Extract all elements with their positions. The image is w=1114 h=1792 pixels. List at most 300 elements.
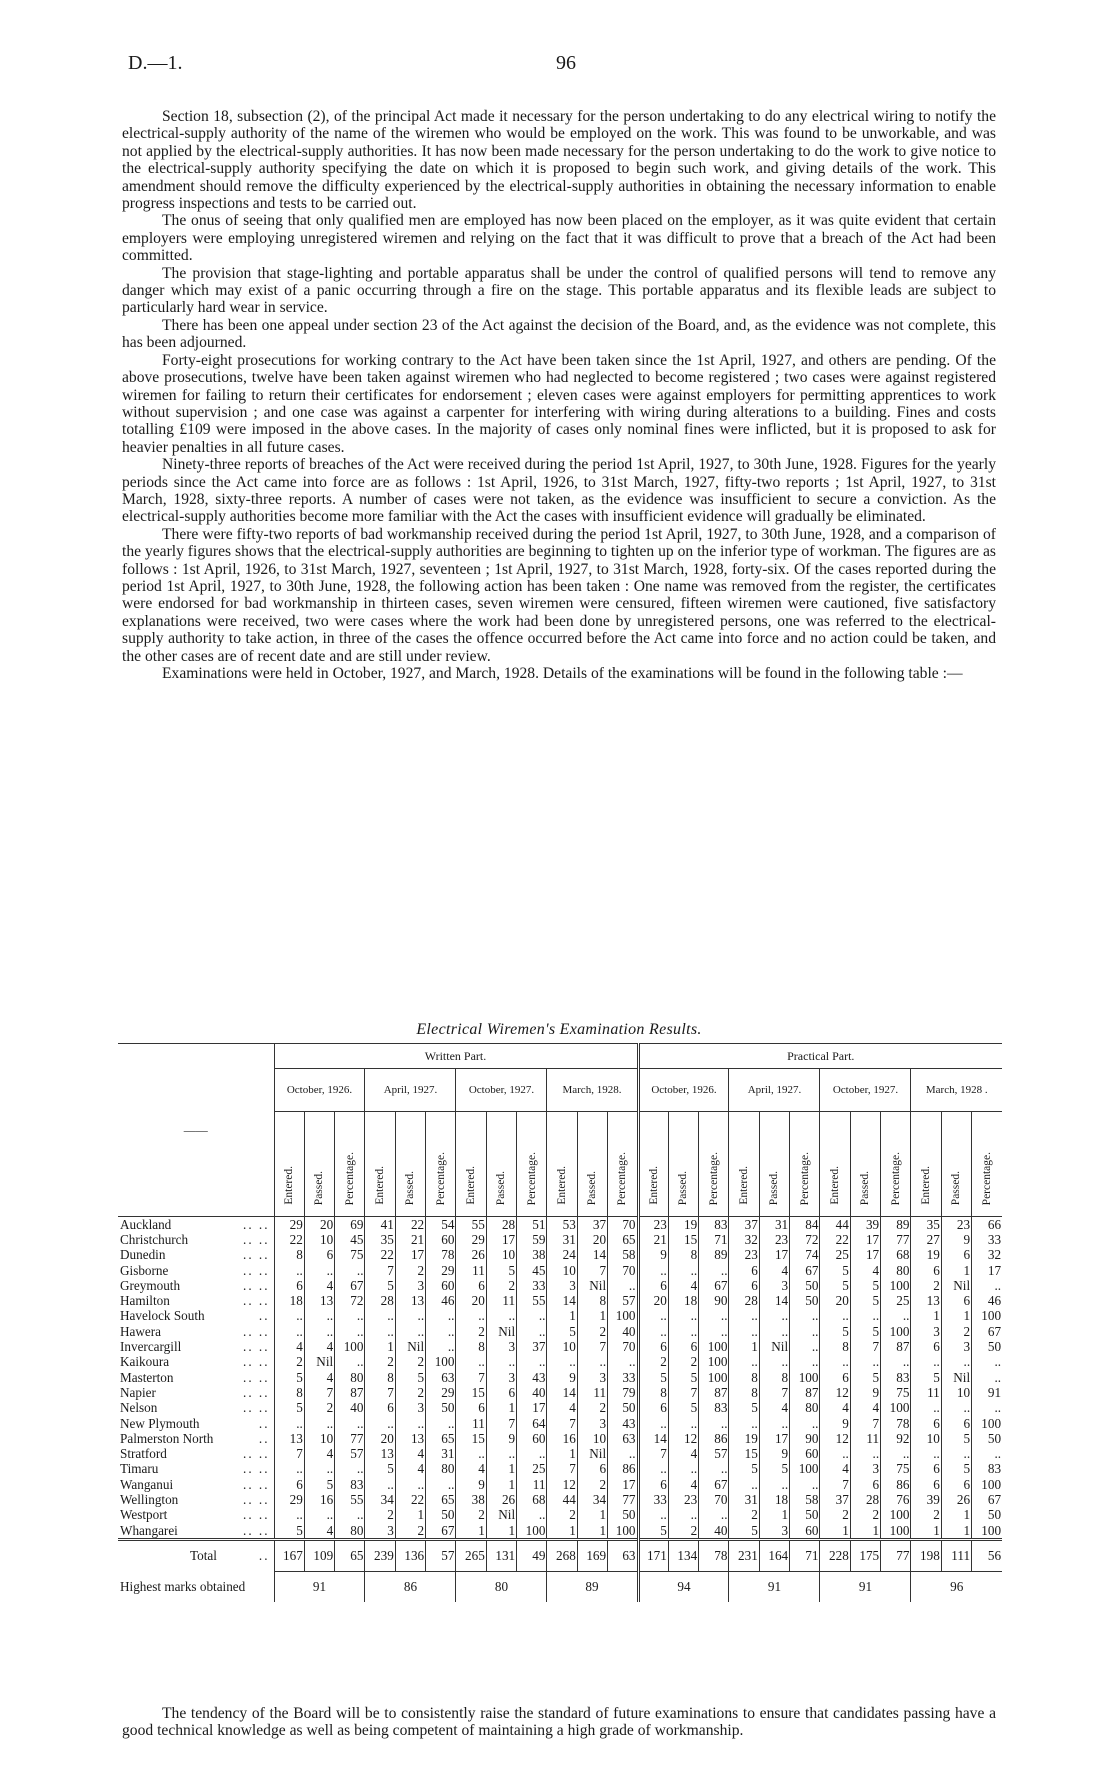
data-cell: 1 [577,1309,607,1324]
subheader-label: Percentage. [434,1151,447,1205]
data-cell: 1 [486,1523,516,1540]
district-label: Nelson [120,1400,158,1416]
data-cell: .. [577,1355,607,1370]
data-cell: 15 [456,1385,486,1400]
district-label: Stratford [120,1446,167,1462]
subheader-cell [911,1112,941,1217]
data-cell: .. [941,1355,971,1370]
data-cell: .. [274,1324,304,1339]
data-cell: 6 [638,1339,668,1354]
data-cell: 1 [547,1446,577,1461]
data-cell: .. [274,1462,304,1477]
data-cell: 15 [668,1232,698,1247]
data-cell: 3 [577,1370,607,1385]
data-cell: 4 [395,1462,425,1477]
data-cell: 28 [850,1492,880,1507]
data-cell: 83 [699,1401,729,1416]
data-cell: 4 [850,1401,880,1416]
data-cell: 54 [426,1217,456,1233]
leader-dots: .. .. [243,1369,270,1385]
data-cell: 3 [395,1278,425,1293]
leader-dots: .. .. [243,1461,270,1477]
data-cell: Nil [577,1446,607,1461]
data-cell: 9 [486,1431,516,1446]
leader-dots: .. .. [243,1216,270,1232]
data-cell: 5 [365,1278,395,1293]
district-label: Timaru [120,1461,159,1477]
data-cell: 6 [911,1416,941,1431]
data-cell: 64 [517,1416,547,1431]
leader-dots: .. .. [243,1522,270,1538]
data-cell: .. [759,1355,789,1370]
subheader-cell [699,1112,729,1217]
data-cell: .. [881,1309,911,1324]
data-cell: 13 [274,1431,304,1446]
district-name [118,1508,274,1523]
data-cell: .. [668,1416,698,1431]
data-cell: .. [699,1508,729,1523]
data-cell: 2 [547,1508,577,1523]
data-cell: .. [790,1477,820,1492]
data-cell: 55 [517,1293,547,1308]
data-cell: .. [395,1309,425,1324]
data-cell: .. [668,1309,698,1324]
data-cell: 67 [699,1278,729,1293]
data-cell: 4 [759,1263,789,1278]
data-cell: 7 [456,1370,486,1385]
data-cell: 22 [395,1492,425,1507]
data-cell: 90 [699,1293,729,1308]
data-cell: 3 [395,1401,425,1416]
data-cell: 13 [365,1446,395,1461]
data-cell: 10 [304,1232,334,1247]
highest-marks-row [118,1572,1002,1603]
data-cell: 2 [911,1508,941,1523]
data-cell: 33 [517,1278,547,1293]
data-cell: 7 [638,1446,668,1461]
data-cell: 9 [820,1416,850,1431]
data-cell: 50 [790,1278,820,1293]
data-cell: 100 [608,1309,638,1324]
subheader-cell [517,1112,547,1217]
data-cell: 2 [456,1324,486,1339]
data-cell: 6 [941,1248,971,1263]
data-cell: 4 [850,1263,880,1278]
data-cell: .. [395,1324,425,1339]
data-cell: 77 [881,1232,911,1247]
data-cell: 5 [729,1523,759,1540]
subheader-label: Percentage. [343,1151,356,1205]
data-cell: 23 [941,1217,971,1233]
data-cell: 31 [426,1446,456,1461]
district-name [118,1278,274,1293]
subheader-label: Entered. [920,1166,933,1205]
data-cell: 8 [729,1385,759,1400]
data-cell: 12 [547,1477,577,1492]
data-cell: 33 [638,1492,668,1507]
data-cell: 17 [850,1248,880,1263]
data-cell: 100 [972,1309,1002,1324]
data-cell: 5 [911,1370,941,1385]
district-label: Greymouth [120,1278,181,1293]
total-cell: 131 [486,1540,516,1572]
data-cell: 12 [668,1431,698,1446]
data-cell: 4 [820,1462,850,1477]
data-cell: 29 [426,1385,456,1400]
data-cell: 19 [668,1217,698,1233]
data-cell: 24 [547,1248,577,1263]
data-cell: 65 [426,1492,456,1507]
data-cell: 70 [608,1217,638,1233]
data-cell: Nil [577,1278,607,1293]
data-cell: 31 [759,1217,789,1233]
data-cell: .. [850,1355,880,1370]
subheader-label: Entered. [283,1166,296,1205]
data-cell: 86 [881,1477,911,1492]
data-cell: .. [790,1324,820,1339]
district-label: Masterton [120,1369,174,1385]
subheader-label: Percentage. [707,1151,720,1205]
highest-mark-cell: 80 [456,1572,547,1603]
data-cell: 20 [456,1293,486,1308]
data-cell: 100 [881,1401,911,1416]
data-cell: .. [335,1309,365,1324]
data-cell: 46 [972,1293,1002,1308]
data-cell: 6 [365,1401,395,1416]
data-cell: 4 [304,1523,334,1540]
table-row [118,1324,1002,1339]
data-cell: 9 [547,1370,577,1385]
data-cell: 7 [274,1446,304,1461]
data-cell: .. [668,1263,698,1278]
data-cell: 80 [335,1523,365,1540]
data-cell: 22 [365,1248,395,1263]
page-number: 96 [556,52,576,74]
data-cell: 86 [699,1431,729,1446]
data-cell: 89 [881,1217,911,1233]
table-row [118,1263,1002,1278]
data-cell: 18 [759,1492,789,1507]
highest-mark-cell: 91 [274,1572,365,1603]
data-cell: 1 [547,1309,577,1324]
data-cell: 41 [365,1217,395,1233]
data-cell: 40 [517,1385,547,1400]
period-header: October, 1926. [274,1069,365,1112]
data-cell: 68 [517,1492,547,1507]
data-cell: 1 [486,1477,516,1492]
data-cell: 2 [395,1355,425,1370]
data-cell: .. [335,1324,365,1339]
paragraph: Section 18, subsection (2), of the principal Act made it necessary for the person undertaking to do any electrical wiring to notify the electrical-supply authority of the name of the wiremen who would be employed on the work. This was found to be unworkable, and was not applied by the electrical-supply authorities. It has now been made necessary for the person undertaking to do the work to give notice to the electrical-supply authority specifying the date on which it is proposed to begin such work, and giving details of the work. This amendment should remove the difficulty experienced by the electrical-supply authorities in obtaining the necessary information to enable progress inspections and tests to be carried out. [122,108,996,213]
data-cell: 53 [547,1217,577,1233]
data-cell: 7 [759,1385,789,1400]
subheader-cell [820,1112,850,1217]
data-cell: 5 [668,1401,698,1416]
data-cell: 37 [820,1492,850,1507]
subheader-cell [547,1112,577,1217]
total-cell: 49 [517,1540,547,1572]
data-cell: .. [486,1309,516,1324]
district-label: Invercargill [120,1339,182,1355]
data-cell: 77 [335,1431,365,1446]
data-cell: 17 [486,1232,516,1247]
data-cell: .. [517,1324,547,1339]
table-row [118,1339,1002,1354]
subheader-label: Percentage. [616,1151,629,1205]
district-name [118,1217,274,1233]
data-cell: .. [850,1446,880,1461]
data-cell: .. [638,1462,668,1477]
subheader-label: Passed. [313,1170,326,1205]
data-cell: 34 [577,1492,607,1507]
total-cell: 65 [335,1540,365,1572]
data-cell: 38 [517,1248,547,1263]
paragraph: The tendency of the Board will be to consistently raise the standard of future examinations to ensure that candidates passing have a good technical knowledge as well as being competent of maintaining a high grade of workmanship. [122,1705,996,1740]
data-cell: 67 [972,1324,1002,1339]
data-cell: 78 [881,1416,911,1431]
data-cell: 67 [972,1492,1002,1507]
data-cell: 72 [335,1293,365,1308]
leader-dots: .. .. [243,1293,270,1309]
data-cell: 13 [395,1293,425,1308]
data-cell: .. [274,1508,304,1523]
data-cell: 60 [790,1523,820,1540]
data-cell: 8 [274,1248,304,1263]
data-cell: 11 [911,1385,941,1400]
data-cell: .. [638,1309,668,1324]
total-cell: 71 [790,1540,820,1572]
data-cell: .. [820,1309,850,1324]
total-cell: 171 [638,1540,668,1572]
total-cell: 134 [668,1540,698,1572]
data-cell: 12 [820,1431,850,1446]
data-cell: 3 [759,1523,789,1540]
data-cell: 4 [274,1339,304,1354]
data-cell: .. [517,1355,547,1370]
data-cell: 20 [577,1232,607,1247]
data-cell: 18 [274,1293,304,1308]
subheader-cell [790,1112,820,1217]
district-label: Wanganui [120,1477,174,1492]
data-cell: 5 [850,1278,880,1293]
data-cell: 80 [335,1370,365,1385]
leader-dots: .. .. [243,1339,270,1355]
data-cell: 60 [790,1446,820,1461]
highest-mark-cell: 96 [911,1572,1002,1603]
leader-dots: .. .. [243,1446,270,1462]
data-cell: .. [759,1416,789,1431]
exam-results-table [118,1043,1002,1602]
data-cell: 15 [456,1431,486,1446]
data-cell: 100 [699,1355,729,1370]
data-cell: 5 [304,1477,334,1492]
data-cell: 2 [941,1324,971,1339]
total-cell: 136 [395,1540,425,1572]
data-cell: .. [517,1508,547,1523]
data-cell: 2 [395,1263,425,1278]
data-cell: 6 [820,1370,850,1385]
data-cell: .. [668,1508,698,1523]
data-cell: 50 [972,1339,1002,1354]
subheader-cell [972,1112,1002,1217]
data-cell: 10 [547,1263,577,1278]
data-cell: .. [972,1355,1002,1370]
data-cell: 2 [456,1508,486,1523]
data-cell: 13 [304,1293,334,1308]
data-cell: 7 [365,1385,395,1400]
data-cell: 9 [638,1248,668,1263]
data-cell: Nil [759,1339,789,1354]
data-cell: 4 [820,1401,850,1416]
data-cell: 4 [456,1462,486,1477]
data-cell: .. [941,1401,971,1416]
data-cell: 60 [517,1431,547,1446]
data-cell: 70 [608,1263,638,1278]
data-cell: 1 [941,1309,971,1324]
data-cell: 1 [365,1339,395,1354]
data-cell: .. [335,1416,365,1431]
data-cell: .. [456,1446,486,1461]
data-cell: 10 [304,1431,334,1446]
data-cell: .. [759,1477,789,1492]
data-cell: 80 [426,1462,456,1477]
data-cell: 5 [638,1523,668,1540]
total-cell: 169 [577,1540,607,1572]
data-cell: .. [274,1263,304,1278]
data-cell: 44 [820,1217,850,1233]
paragraph: Ninety-three reports of breaches of the Act were received during the period 1st April, 1927, to 30th June, 1928. Figures for the yearly periods since the Act came into force are as follows : 1st April, 1926, to 31st March, 1927, fifty-two reports ; 1st April, 1927, to 31st March, 1928, sixty-three reports. A number of cases were not taken, as the evidence was insufficient to secure a conviction. As the electrical-supply authorities become more familiar with the Act the cases with insufficient evidence will gradually be eliminated. [122,456,996,526]
data-cell: 1 [820,1523,850,1540]
data-cell: .. [941,1446,971,1461]
total-cell: 57 [426,1540,456,1572]
stub-header: —— [118,1044,274,1217]
table-row [118,1385,1002,1400]
leader-dots: .. [258,1415,270,1431]
subheader-cell [638,1112,668,1217]
data-cell: 17 [517,1401,547,1416]
data-cell: 20 [638,1293,668,1308]
data-cell: 75 [335,1248,365,1263]
data-cell: .. [608,1446,638,1461]
subheader-cell [729,1112,759,1217]
data-cell: 6 [911,1477,941,1492]
data-cell: 14 [759,1293,789,1308]
data-cell: .. [911,1355,941,1370]
data-cell: 20 [365,1431,395,1446]
data-cell: 13 [911,1293,941,1308]
district-name [118,1248,274,1263]
table-row [118,1446,1002,1461]
data-cell: 63 [608,1431,638,1446]
data-cell: 17 [850,1232,880,1247]
data-cell: 5 [274,1401,304,1416]
data-cell: 31 [547,1232,577,1247]
data-cell: 7 [820,1477,850,1492]
data-cell: 72 [790,1232,820,1247]
data-cell: 4 [304,1370,334,1385]
district-name [118,1293,274,1308]
subheader-cell [881,1112,911,1217]
data-cell: .. [699,1324,729,1339]
data-cell: 57 [699,1446,729,1461]
data-cell: 89 [699,1248,729,1263]
data-cell: 27 [911,1232,941,1247]
subheader-cell [850,1112,880,1217]
data-cell: 60 [426,1232,456,1247]
total-cell: 63 [608,1540,638,1572]
subheader-cell [456,1112,486,1217]
highest-mark-cell: 94 [638,1572,729,1603]
data-cell: .. [335,1508,365,1523]
data-cell: .. [304,1263,334,1278]
data-cell: 86 [608,1462,638,1477]
data-cell: 1 [941,1263,971,1278]
data-cell: 50 [426,1508,456,1523]
data-cell: 1 [577,1508,607,1523]
data-cell: .. [517,1309,547,1324]
total-cell: 164 [759,1540,789,1572]
data-cell: 6 [638,1477,668,1492]
data-cell: 6 [456,1401,486,1416]
subheader-label: Percentage. [981,1151,994,1205]
district-label: Whangarei [120,1522,178,1538]
data-cell: 43 [517,1370,547,1385]
data-cell: 16 [304,1492,334,1507]
data-cell: 100 [608,1523,638,1540]
data-cell: 3 [486,1370,516,1385]
data-cell: .. [274,1309,304,1324]
paragraph: Forty-eight prosecutions for working contrary to the Act have been taken since the 1st April, 1927, and others are pending. Of the above prosecutions, twelve have been taken against wiremen who had neglected to become registered ; two cases were against registered wiremen for failing to return their certificates for endorsement ; eleven cases were against employers for permitting apprentices to work without supervision ; and one case was against a carpenter for interfering with wiring during alterations to a building. Fines and costs totalling £109 were imposed in the above cases. In the majority of cases only nominal fines were inflicted, but it is proposed to ask for heavier penalties in all future cases. [122,351,996,456]
district-label: Hamilton [120,1293,170,1309]
district-label: Wellington [120,1492,179,1507]
data-cell: 25 [820,1248,850,1263]
data-cell: 78 [426,1248,456,1263]
data-cell: 7 [547,1416,577,1431]
data-cell: 83 [699,1217,729,1233]
data-cell: 8 [820,1339,850,1354]
data-cell: 4 [304,1446,334,1461]
data-cell: 100 [790,1462,820,1477]
data-cell: 29 [274,1492,304,1507]
total-cell: 109 [304,1540,334,1572]
data-cell: .. [304,1462,334,1477]
practical-part-header: Practical Part. [638,1044,1002,1069]
data-cell: 5 [274,1523,304,1540]
data-cell: 57 [608,1293,638,1308]
data-cell: 6 [486,1385,516,1400]
data-cell: 26 [486,1492,516,1507]
data-cell: 50 [790,1293,820,1308]
district-label: Hawera [120,1324,161,1339]
data-cell: 50 [972,1431,1002,1446]
paragraph: The provision that stage-lighting and portable apparatus shall be under the control of qualified persons will tend to remove any danger which may exist of a panic occurring through a fire on the stage. This portable apparatus and its flexible leads are subject to particularly hard wear in service. [122,264,996,317]
table-row [118,1248,1002,1263]
data-cell: 8 [365,1370,395,1385]
data-cell: 7 [577,1339,607,1354]
table-row [118,1523,1002,1540]
data-cell: 2 [577,1324,607,1339]
data-cell: 92 [881,1431,911,1446]
total-cell: 56 [972,1540,1002,1572]
data-cell: 87 [699,1385,729,1400]
district-label: Havelock South [120,1308,205,1324]
written-part-header: Written Part. [274,1044,638,1069]
data-cell: 4 [759,1401,789,1416]
data-cell: 6 [274,1278,304,1293]
highest-mark-cell: 86 [365,1572,456,1603]
data-cell: .. [911,1446,941,1461]
data-cell: 2 [911,1278,941,1293]
